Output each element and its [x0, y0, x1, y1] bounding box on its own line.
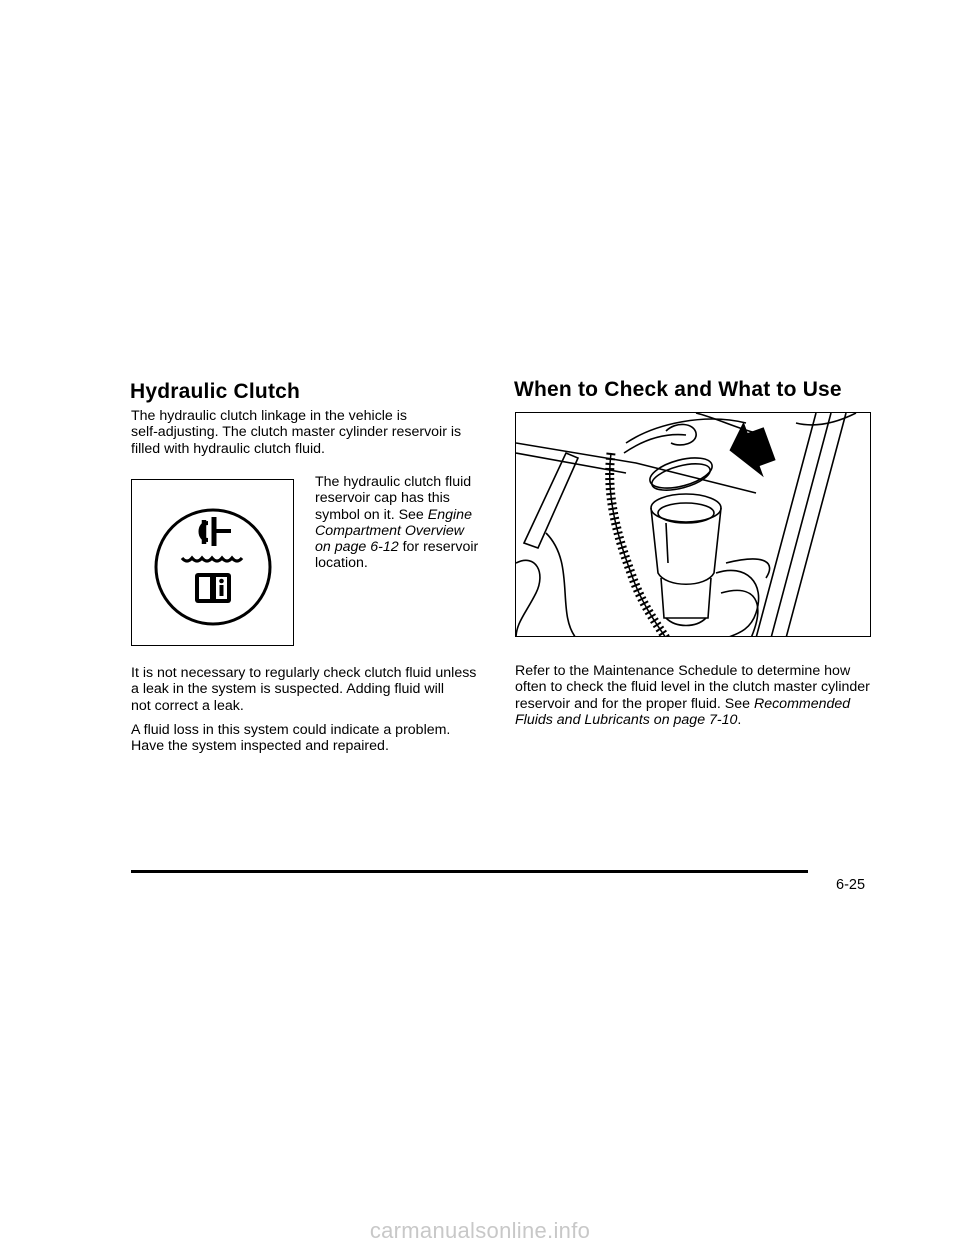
refer-line: reservoir and for the proper fluid. See: [515, 695, 754, 712]
intro-line: filled with hydraulic clutch fluid.: [131, 440, 325, 457]
check-line: It is not necessary to regularly check clutch fluid unless: [131, 665, 477, 681]
refer-line: .: [737, 711, 742, 728]
caption-line: The hydraulic clutch fluid: [315, 474, 472, 490]
hydraulic-clutch-heading: Hydraulic Clutch: [130, 380, 301, 403]
check-line: a leak in the system is suspected. Adding fluid will: [131, 681, 445, 698]
check-line: not correct a leak.: [131, 697, 244, 714]
check-fluid-paragraph: [131, 665, 476, 714]
intro-line: self-adjusting. The clutch master cylinder reservoir is: [131, 424, 462, 441]
clutch-reservoir-drawing: [516, 413, 871, 637]
footer-rule: [131, 870, 808, 873]
refer-line: often to check the fluid level in the clutch master cylinder: [515, 679, 870, 696]
when-to-check-heading: When to Check and What to Use: [514, 378, 842, 401]
caption-line: reservoir cap has this: [315, 490, 450, 507]
intro-line: The hydraulic clutch linkage in the vehicle is: [131, 408, 408, 424]
refer-paragraph: [515, 663, 870, 728]
intro-paragraph: [131, 408, 461, 457]
clutch-fluid-reservoir-symbol-icon: [132, 480, 295, 647]
engine-compartment-link[interactable]: Compartment Overview: [315, 522, 465, 539]
caption-line: location.: [315, 555, 368, 572]
caption-line: symbol on it. See: [315, 506, 428, 523]
refer-line: Refer to the Maintenance Schedule to determine how: [515, 663, 851, 679]
recommended-fluids-link[interactable]: Fluids and Lubricants on page 7-10: [515, 711, 738, 728]
watermark-text: carmanualsonline.info: [369, 1218, 591, 1243]
fluid-loss-paragraph: [131, 722, 450, 755]
clutch-reservoir-illustration: [515, 412, 871, 637]
engine-compartment-link[interactable]: Engine: [427, 506, 472, 523]
loss-line: A fluid loss in this system could indicate a problem.: [131, 722, 451, 738]
symbol-caption: [315, 474, 478, 572]
engine-compartment-link[interactable]: on page 6-12: [315, 539, 399, 556]
clutch-fluid-symbol-box: [131, 479, 294, 646]
recommended-fluids-link[interactable]: Recommended: [753, 695, 851, 712]
page-number: 6-25: [836, 877, 866, 893]
caption-line: for reservoir: [398, 539, 479, 556]
loss-line: Have the system inspected and repaired.: [131, 738, 389, 755]
